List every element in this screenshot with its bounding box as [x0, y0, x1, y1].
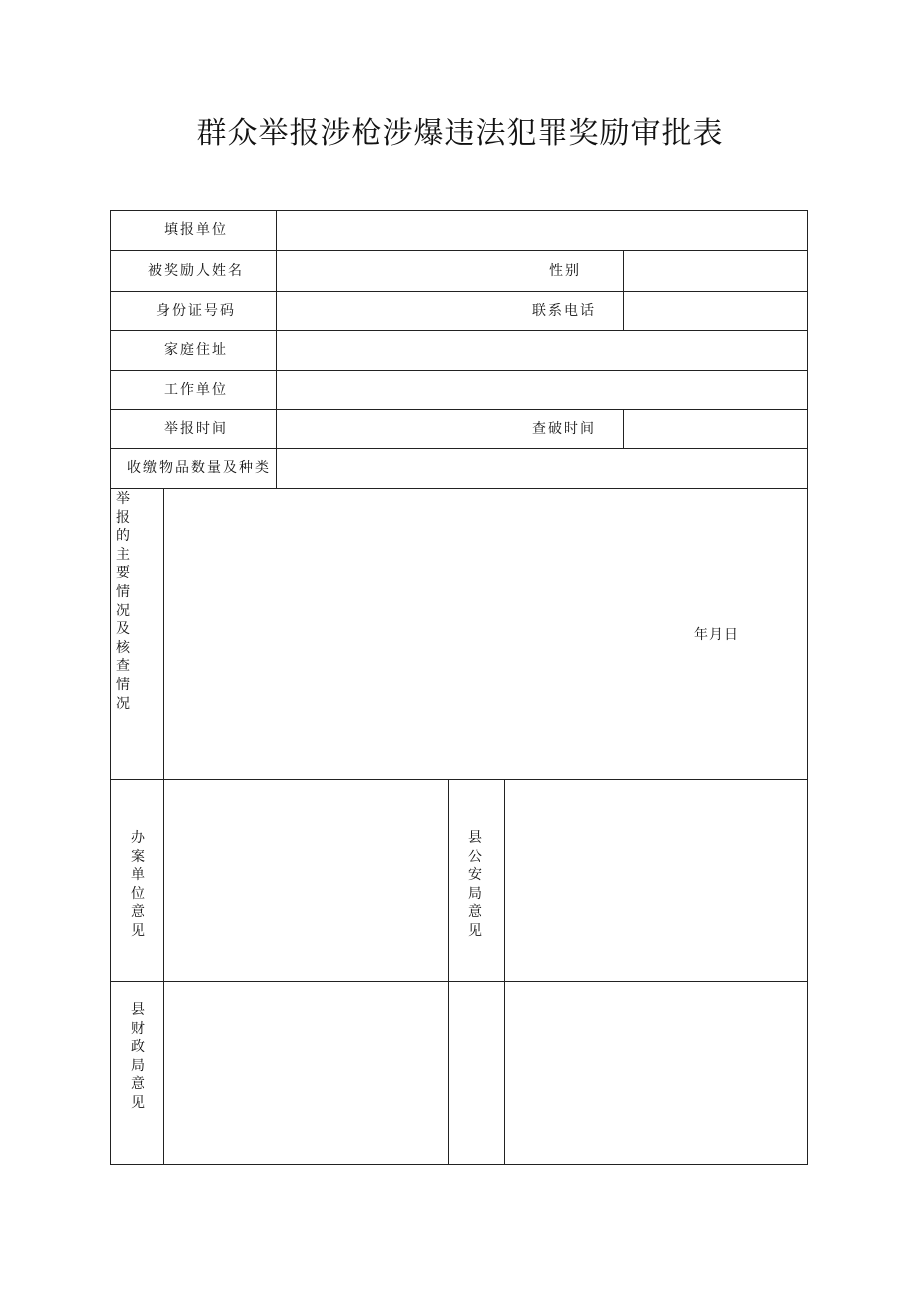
table-border-right [807, 210, 808, 1165]
label-main-situation: 举报的主要情况及核查情况 [116, 491, 130, 712]
id-number-field[interactable] [277, 292, 517, 330]
label-county-finance-opinion: 县财政局意见 [131, 1002, 145, 1111]
label-report-time: 举报时间 [164, 421, 228, 437]
label-county-police-opinion: 县公安局意见 [468, 830, 482, 939]
label-gender: 性别 [549, 263, 581, 279]
county-finance-opinion-field[interactable] [164, 982, 448, 1164]
label-handling-unit-opinion: 办案单位意见 [131, 830, 145, 939]
table-border-bottom [110, 1164, 808, 1165]
phone-field[interactable] [624, 292, 807, 330]
label-confiscated-items: 收缴物品数量及种类 [127, 460, 271, 476]
label-reporting-unit: 填报单位 [164, 222, 228, 238]
label-home-address: 家庭住址 [164, 342, 228, 358]
table-border-left [110, 210, 111, 1165]
work-unit-field[interactable] [277, 371, 807, 409]
approval-form-table [110, 210, 808, 1165]
reporting-unit-field[interactable] [277, 211, 807, 250]
date-label: 年月日 [694, 627, 739, 643]
form-title: 群众举报涉枪涉爆违法犯罪奖励审批表 [196, 116, 724, 151]
label-awardee-name: 被奖励人姓名 [148, 263, 244, 279]
extra-opinion-field[interactable] [505, 982, 807, 1164]
label-id-number: 身份证号码 [156, 303, 236, 319]
label-phone: 联系电话 [532, 303, 596, 319]
gender-field[interactable] [624, 251, 807, 291]
solve-time-field[interactable] [624, 410, 807, 448]
label-work-unit: 工作单位 [164, 382, 228, 398]
handling-unit-opinion-field[interactable] [164, 780, 448, 981]
label-solve-time: 查破时间 [532, 421, 596, 437]
blank-label-cell [449, 982, 504, 1164]
report-time-field[interactable] [277, 410, 517, 448]
home-address-field[interactable] [277, 331, 807, 370]
awardee-name-field[interactable] [277, 251, 517, 291]
county-police-opinion-field[interactable] [505, 780, 807, 981]
confiscated-items-field[interactable] [277, 449, 807, 488]
